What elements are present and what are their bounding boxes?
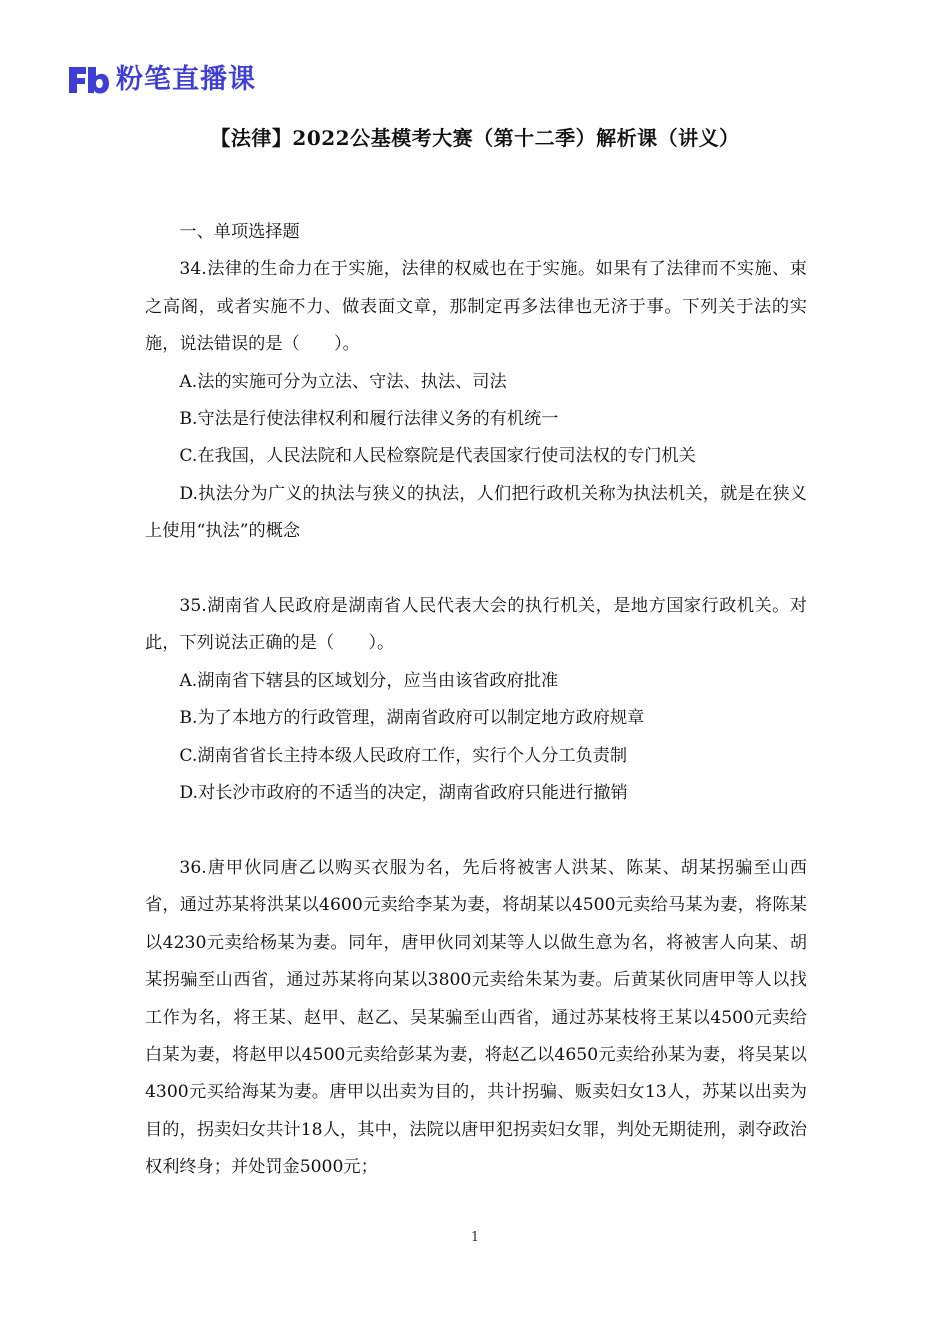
question-34-option-a: A.法的实施可分为立法、守法、执法、司法	[179, 371, 507, 392]
brand-logo	[66, 60, 256, 100]
question-36-stem: 36.唐甲伙同唐乙以购买衣服为名，先后将被害人洪某、陈某、胡某拐骗至山西省，通过苏某将洪某以4600元卖给李某为妻，将胡某以4500元卖给马某为妻，将陈某以4230元卖给杨某为妻。同年，唐甲伙同刘某等人以做生意为名，将被害人向某、胡某拐骗至山西省，通过苏某将向某以3800元卖给朱某为妻。后黄某伙同唐甲等人以找工作为名，将王某、赵甲、赵乙、吴某骗至山西省，通过苏某枝将王某以4500元卖给白某为妻，将赵甲以4500元卖给彭某为妻，将赵乙以4650元卖给孙某为妻，将吴某以4300元买给海某为妻。唐甲以出卖为目的，共计拐骗、贩卖妇女13人，苏某以出卖为目的，拐卖妇女共计18人，其中，法院以唐甲犯拐卖妇女罪，判处无期徒刑，剥夺政治权利终身；并处罚金5000元；	[145, 857, 807, 1178]
question-34-option-d: D.执法分为广义的执法与狭义的执法，人们把行政机关称为执法机关，就是在狭义上使用“执法”的概念	[145, 483, 807, 542]
page-number: 1	[470, 1230, 480, 1245]
question-35-option-b: B.为了本地方的行政管理，湖南省政府可以制定地方政府规章	[179, 708, 645, 729]
question-34-option-b: B.守法是行使法律权利和履行法律义务的有机统一	[179, 409, 559, 430]
section-heading: 一、单项选择题	[179, 222, 300, 242]
document-title: 【法律】2022公基模考大赛（第十二季）解析课（讲义）	[210, 126, 740, 150]
question-34-option-c: C.在我国，人民法院和人民检察院是代表国家行使司法权的专门机关	[179, 446, 696, 467]
question-35-stem: 35.湖南省人民政府是湖南省人民代表大会的执行机关，是地方国家行政机关。对此，下列说法正确的是（ ）。	[145, 596, 807, 654]
question-34-stem: 34.法律的生命力在于实施，法律的权威也在于实施。如果有了法律而不实施、束之高阁，或者实施不力、做表面文章，那制定再多法律也无济于事。下列关于法的实施，说法错误的是（ ）。	[145, 259, 807, 355]
question-35-option-c: C.湖南省省长主持本级人民政府工作，实行个人分工负责制	[179, 745, 628, 766]
document-body	[145, 214, 807, 1187]
question-35-option-a: A.湖南省下辖县的区域划分，应当由该省政府批准	[179, 670, 559, 691]
brand-name: 粉笔直播课	[116, 64, 256, 95]
fenbi-logo-icon	[66, 63, 110, 97]
question-35-option-d: D.对长沙市政府的不适当的决定，湖南省政府只能进行撤销	[179, 783, 628, 804]
